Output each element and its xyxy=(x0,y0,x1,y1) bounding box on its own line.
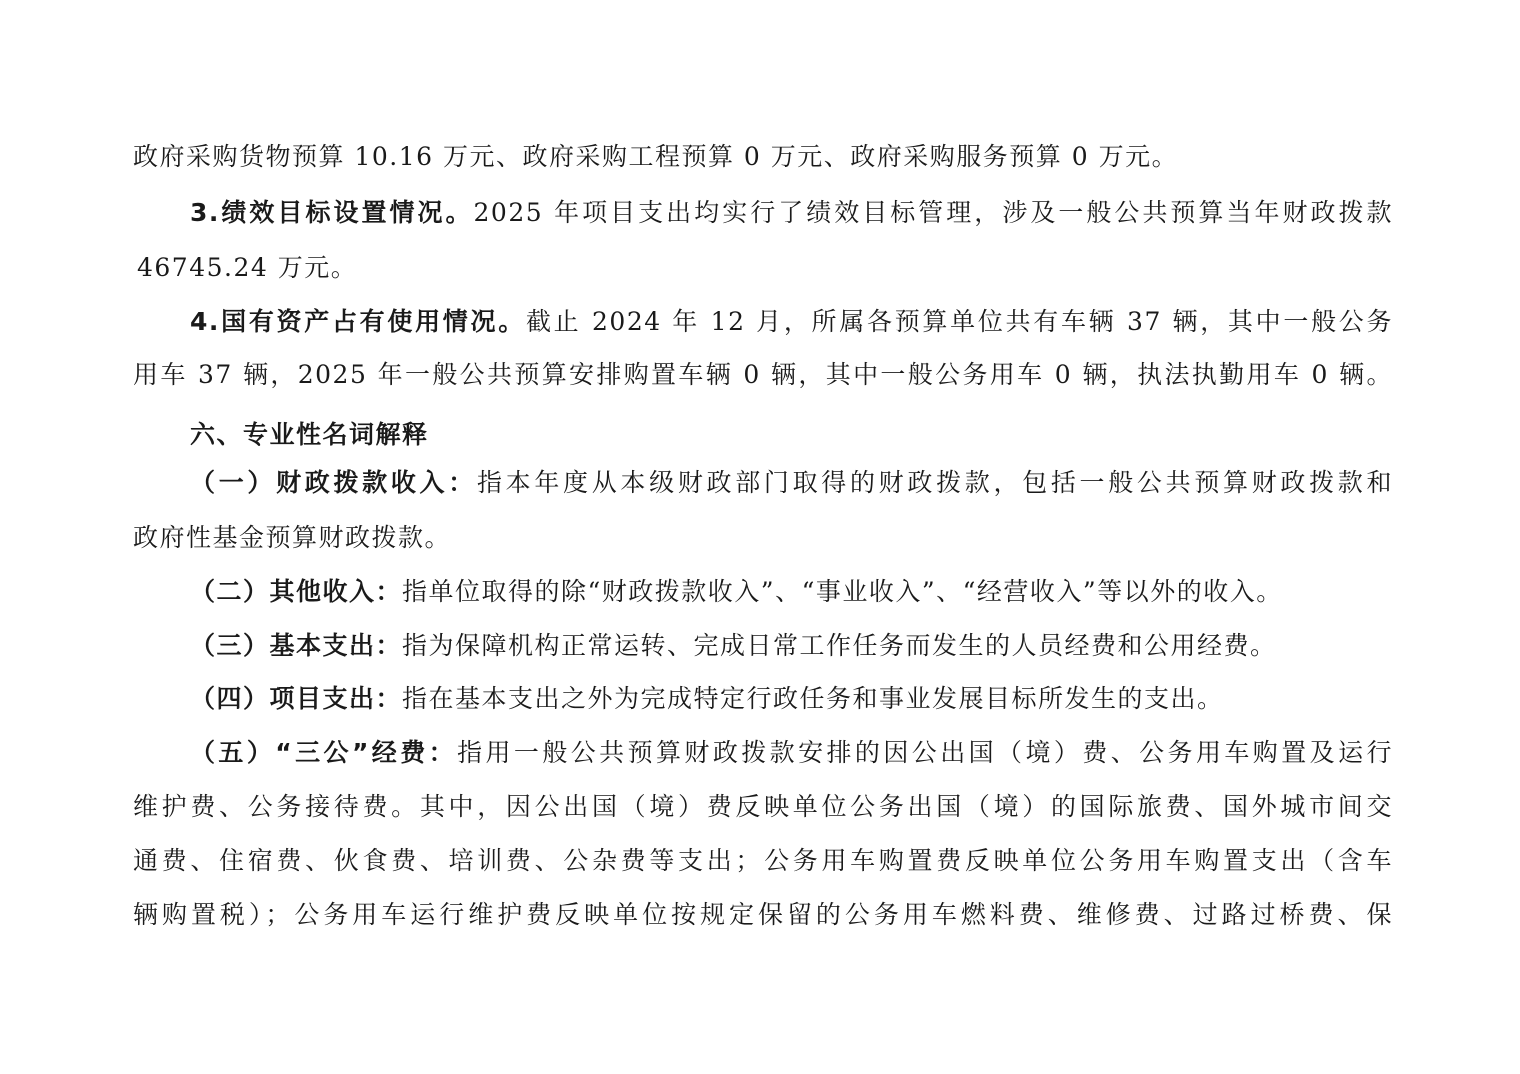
line-lead: （三）基本支出： xyxy=(190,631,403,660)
line-text: 指单位取得的除“财政拨款收入”、“事业收入”、“经营收入”等以外的收入。 xyxy=(402,577,1283,606)
line-lead: 3.绩效目标设置情况。 xyxy=(190,198,474,227)
line-text: 指用一般公共预算财政拨款安排的因公出国（境）费、公务用车购置及运行 xyxy=(457,738,1393,767)
paragraph-line xyxy=(133,358,1393,392)
line-lead: （一）财政拨款收入： xyxy=(190,468,477,497)
paragraph-line xyxy=(190,629,1393,663)
paragraph-line xyxy=(190,466,1393,500)
paragraph-line xyxy=(190,575,1393,609)
line-text: 指为保障机构正常运转、完成日常工作任务而发生的人员经费和公用经费。 xyxy=(402,631,1277,660)
paragraph-line xyxy=(133,790,1393,824)
paragraph-line xyxy=(190,196,1393,230)
line-lead: （四）项目支出： xyxy=(190,684,403,713)
line-lead: （二）其他收入： xyxy=(190,577,403,606)
paragraph-line xyxy=(190,682,1393,716)
paragraph-line xyxy=(133,140,1393,174)
line-text: 政府性基金预算财政拨款。 xyxy=(133,523,452,552)
paragraph-line xyxy=(190,305,1393,339)
line-text: 2025 年项目支出均实行了绩效目标管理，涉及一般公共预算当年财政拨款 xyxy=(473,198,1393,227)
line-text: 维护费、公务接待费。其中，因公出国（境）费反映单位公务出国（境）的国际旅费、国外城市间交 xyxy=(133,792,1393,821)
line-text: 截止 2024 年 12 月，所属各预算单位共有车辆 37 辆，其中一般公务 xyxy=(525,307,1393,336)
paragraph-line xyxy=(133,521,1393,555)
line-text: 通费、住宿费、伙食费、培训费、公杂费等支出；公务用车购置费反映单位公务用车购置支出（含车 xyxy=(133,846,1393,875)
line-text: 指本年度从本级财政部门取得的财政拨款，包括一般公共预算财政拨款和 xyxy=(476,468,1393,497)
line-text: 辆购置税）；公务用车运行维护费反映单位按规定保留的公务用车燃料费、维修费、过路过桥费、保 xyxy=(133,900,1393,929)
line-text: 指在基本支出之外为完成特定行政任务和事业发展目标所发生的支出。 xyxy=(402,684,1224,713)
paragraph-line xyxy=(133,844,1393,878)
paragraph-line xyxy=(133,898,1393,932)
line-text: 政府采购货物预算 10.16 万元、政府采购工程预算 0 万元、政府采购服务预算 0 万元。 xyxy=(133,142,1179,171)
line-text: 46745.24 万元。 xyxy=(137,253,358,282)
section-heading: 六、专业性名词解释 xyxy=(190,420,429,449)
line-lead: 4.国有资产占有使用情况。 xyxy=(190,307,526,336)
line-lead: （五）“三公”经费： xyxy=(190,738,458,767)
line-text: 用车 37 辆，2025 年一般公共预算安排购置车辆 0 辆，其中一般公务用车 0 辆，执法执勤用车 0 辆。 xyxy=(133,360,1393,389)
paragraph-line xyxy=(137,251,1397,285)
paragraph-line xyxy=(190,736,1393,770)
